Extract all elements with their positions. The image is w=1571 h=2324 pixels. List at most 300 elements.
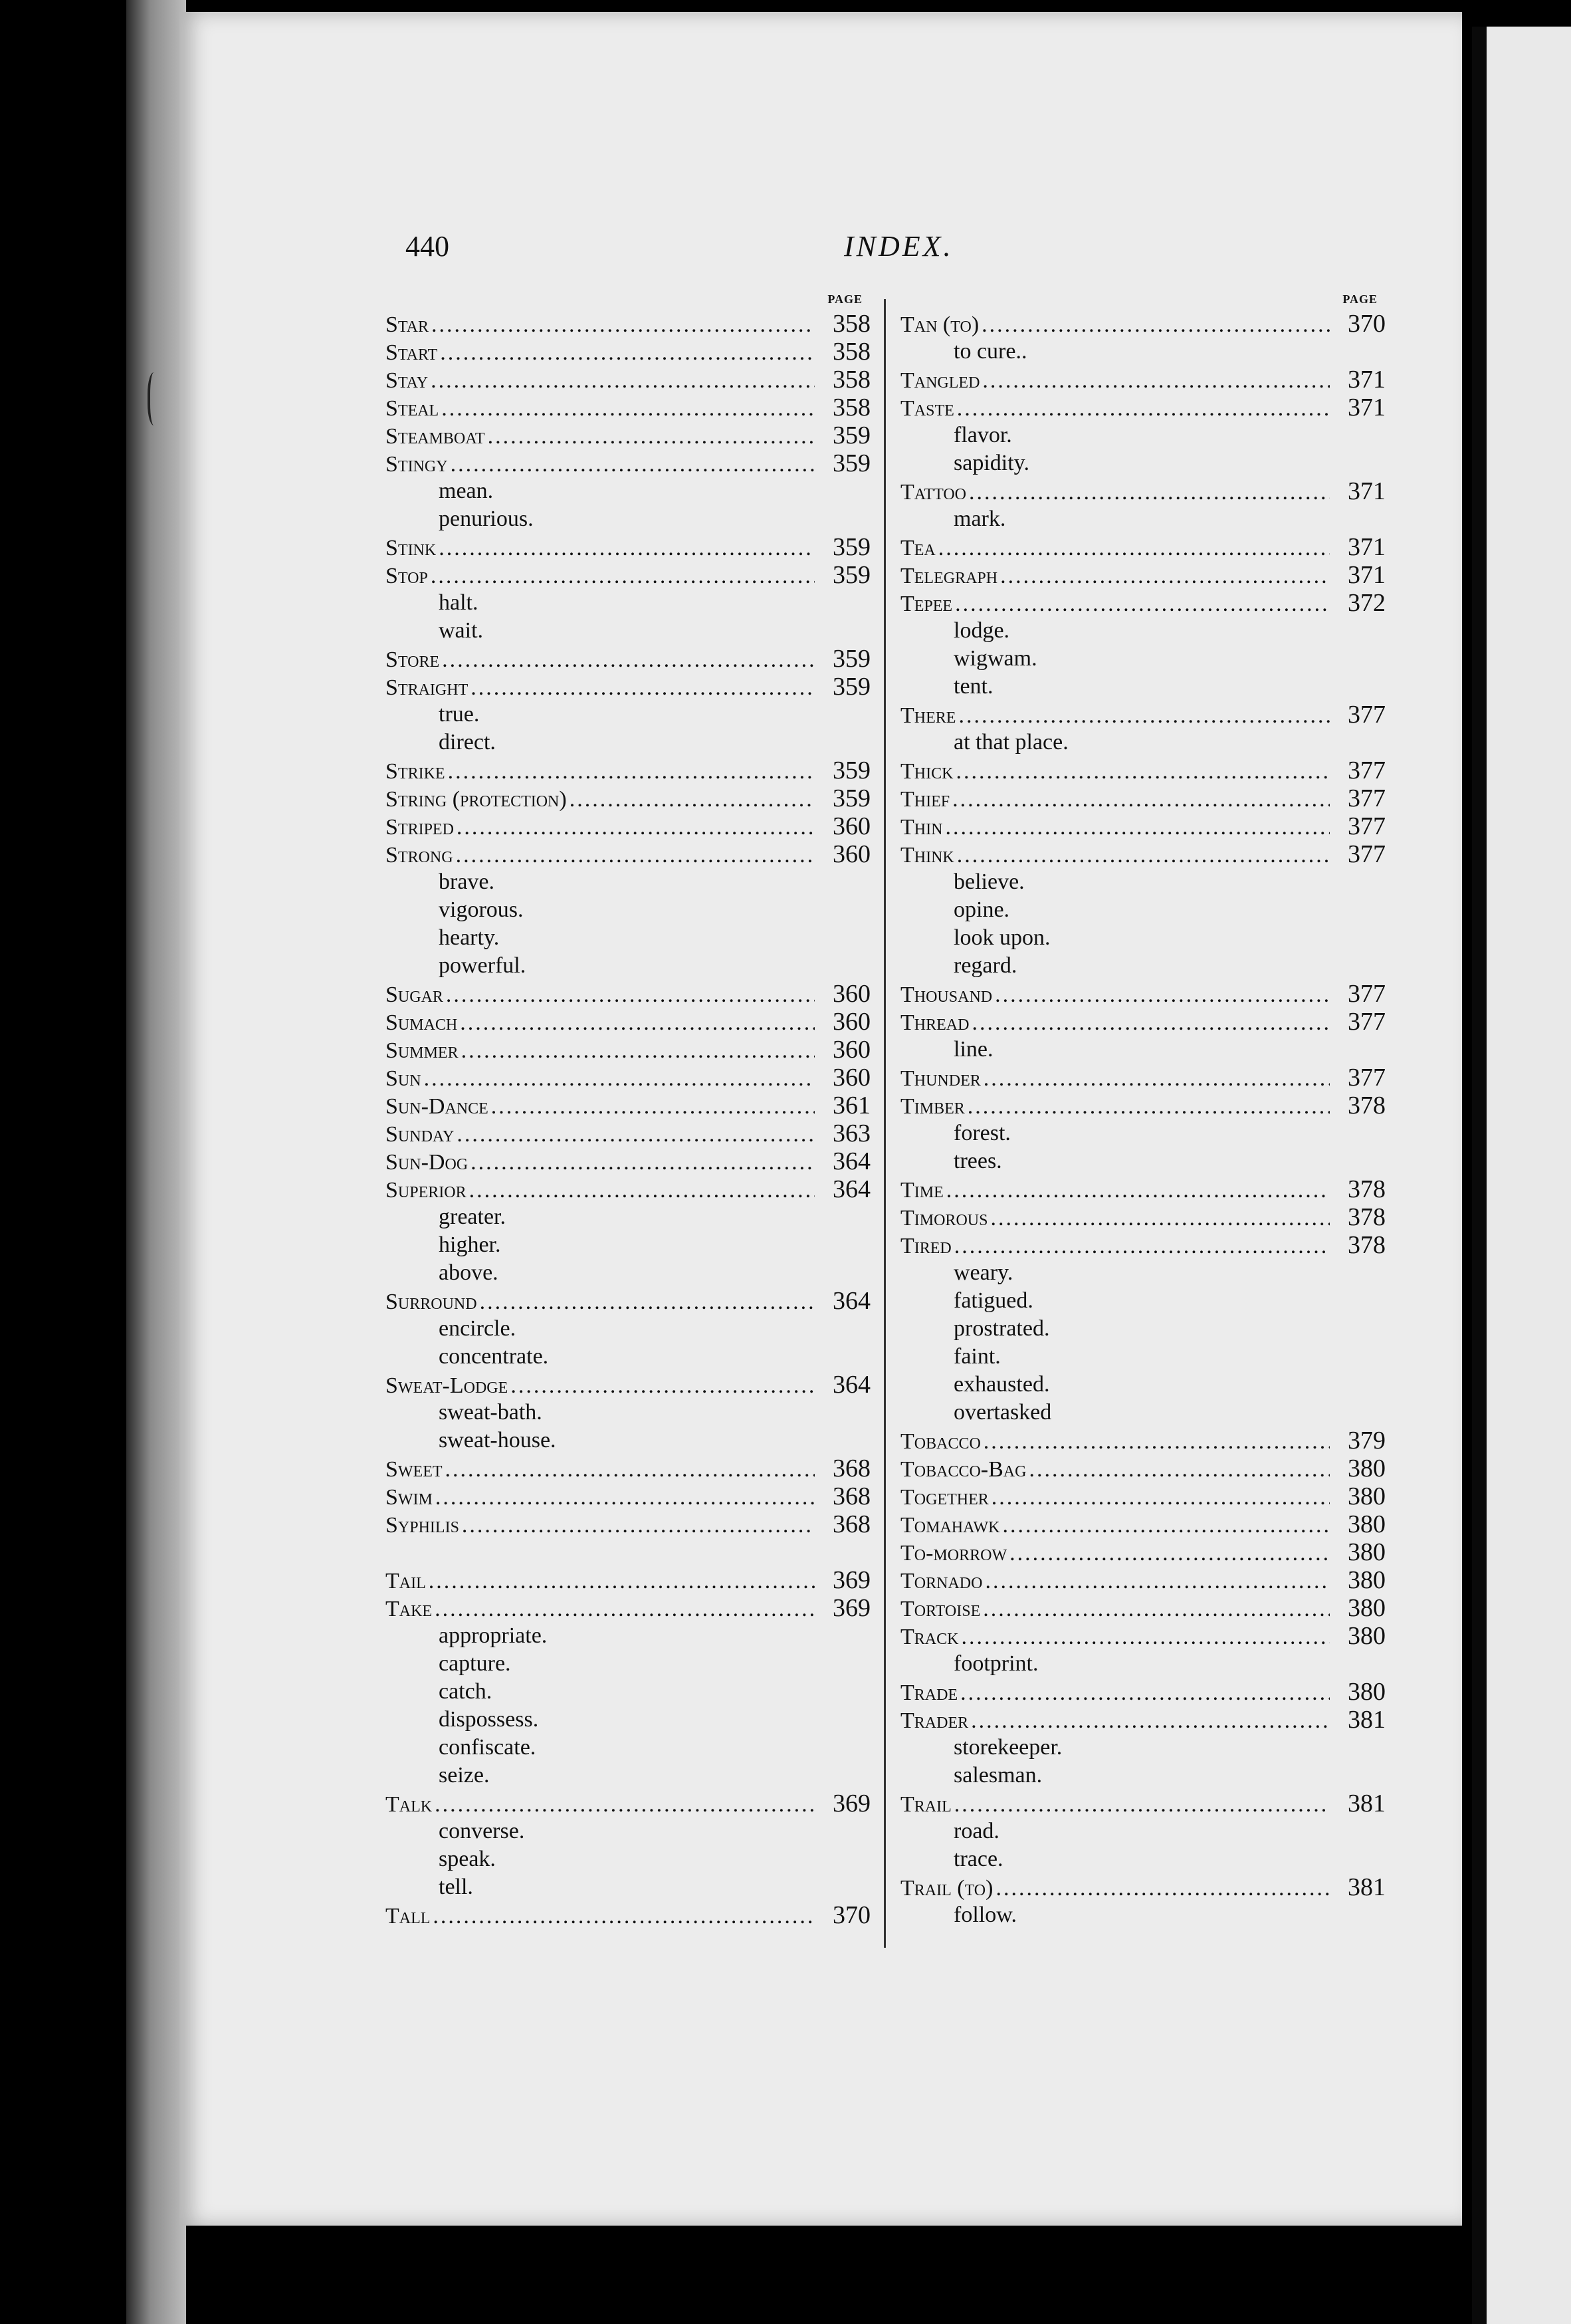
index-term: Trail (900, 1792, 952, 1817)
index-entry (900, 1706, 1386, 1734)
index-entry (900, 533, 1386, 561)
index-term: Tall (385, 1904, 431, 1928)
index-subentry: tell. (439, 1875, 473, 1899)
index-entry (385, 394, 871, 421)
dot-leader (570, 786, 815, 814)
page-number: 440 (405, 230, 449, 263)
index-entry (900, 701, 1386, 729)
index-term: Thick (900, 759, 954, 784)
index-term: Tortoise (900, 1597, 981, 1621)
index-term: Superior (385, 1178, 467, 1203)
index-page-ref: 371 (1348, 533, 1386, 561)
index-entry (900, 1538, 1386, 1566)
dot-leader (938, 534, 1330, 562)
index-entry (900, 310, 1386, 338)
index-entry (900, 1873, 1386, 1901)
index-entry (385, 1008, 871, 1036)
index-term: Tea (900, 536, 936, 560)
index-subentry: prostrated. (954, 1316, 1050, 1341)
index-subentry: above. (439, 1260, 498, 1285)
dot-leader (945, 814, 1330, 842)
index-term: Straight (385, 675, 469, 700)
dot-leader (958, 702, 1330, 730)
index-page-ref: 380 (1348, 1454, 1386, 1482)
index-entry (385, 1594, 871, 1622)
dot-leader (968, 1093, 1330, 1121)
index-page-ref: 364 (833, 1175, 871, 1203)
index-page-ref: 378 (1348, 1231, 1386, 1259)
index-term: Timber (900, 1094, 965, 1119)
index-column-left (385, 292, 871, 1929)
index-entry (385, 980, 871, 1008)
index-subentry: capture. (439, 1651, 511, 1676)
index-subentry: sweat-bath. (439, 1400, 542, 1425)
index-entry (900, 784, 1386, 812)
index-column-right (900, 292, 1386, 1929)
index-entry (385, 338, 871, 366)
index-subentry: tent. (954, 674, 994, 699)
index-entry (385, 840, 871, 868)
dot-leader (439, 534, 815, 562)
index-subentry: powerful. (439, 953, 526, 978)
index-page-ref: 359 (833, 533, 871, 561)
index-subentry: true. (439, 702, 480, 727)
index-page-ref: 377 (1348, 812, 1386, 840)
dot-leader (469, 1177, 815, 1205)
index-page-ref: 371 (1348, 366, 1386, 394)
index-page-ref: 380 (1348, 1482, 1386, 1510)
dot-leader (995, 1875, 1330, 1903)
index-entry (900, 561, 1386, 589)
index-page-ref: 381 (1348, 1873, 1386, 1901)
index-term: Sunday (385, 1122, 455, 1147)
index-term: Trader (900, 1708, 969, 1733)
index-page-ref: 363 (833, 1119, 871, 1147)
index-entry (385, 1092, 871, 1119)
index-term: Tepee (900, 592, 953, 616)
index-entry (900, 477, 1386, 505)
index-page-ref: 377 (1348, 756, 1386, 784)
index-page-ref: 380 (1348, 1510, 1386, 1538)
index-entry (385, 784, 871, 812)
index-term: Sun-Dog (385, 1150, 469, 1175)
index-subentry: look upon. (954, 925, 1051, 950)
index-entry (385, 533, 871, 561)
index-entry (900, 394, 1386, 421)
index-page-ref: 359 (833, 561, 871, 589)
index-page-ref: 371 (1348, 394, 1386, 421)
index-entry (900, 840, 1386, 868)
index-term: Trade (900, 1681, 958, 1705)
index-subentry: road. (954, 1819, 999, 1843)
index-entry (900, 1231, 1386, 1259)
index-subentry: forest. (954, 1121, 1011, 1145)
index-page-ref: 360 (833, 1036, 871, 1064)
index-entry (385, 1454, 871, 1482)
index-subentry: storekeeper. (954, 1735, 1063, 1760)
index-subentry: higher. (439, 1232, 501, 1257)
dot-leader (1003, 1512, 1330, 1540)
page-header (405, 229, 1389, 276)
dot-leader (985, 1568, 1330, 1595)
index-entry (900, 1064, 1386, 1092)
index-entry (900, 1008, 1386, 1036)
dot-leader (471, 1149, 815, 1177)
index-term: Thin (900, 815, 943, 840)
index-subentry: mean. (439, 479, 494, 503)
index-term: Taste (900, 396, 954, 421)
index-subentry: weary. (954, 1260, 1013, 1285)
index-term: Sumach (385, 1010, 458, 1035)
index-page-ref: 379 (1348, 1427, 1386, 1454)
page-column-label: PAGE (1342, 292, 1378, 306)
index-term: There (900, 703, 956, 728)
dot-leader (451, 451, 815, 479)
index-entry (900, 1454, 1386, 1482)
index-term: Store (385, 647, 440, 672)
index-entry (385, 366, 871, 394)
index-term: Start (385, 340, 438, 365)
index-term: Sun (385, 1066, 421, 1091)
dot-leader (983, 1595, 1330, 1623)
dot-leader (1009, 1540, 1330, 1568)
index-entry (900, 589, 1386, 617)
index-page-ref: 378 (1348, 1175, 1386, 1203)
running-title: INDEX. (844, 230, 954, 263)
dot-leader (431, 311, 815, 339)
margin-bracket-mark (148, 372, 163, 425)
dot-leader (433, 1903, 815, 1930)
index-page-ref: 358 (833, 394, 871, 421)
index-entry (385, 812, 871, 840)
index-term: Tired (900, 1234, 952, 1258)
index-page-ref: 360 (833, 980, 871, 1008)
index-entry (900, 1566, 1386, 1594)
index-term: Together (900, 1485, 989, 1510)
index-term: Thousand (900, 983, 993, 1007)
index-page-ref: 381 (1348, 1706, 1386, 1734)
index-term: Tobacco-Bag (900, 1457, 1027, 1482)
index-entry (900, 1594, 1386, 1622)
index-entry (900, 1203, 1386, 1231)
index-entry (900, 812, 1386, 840)
dot-leader (510, 1372, 815, 1400)
dot-leader (440, 339, 815, 367)
dot-leader (442, 646, 815, 674)
index-page-ref: 369 (833, 1566, 871, 1594)
index-subentry: mark. (954, 507, 1006, 531)
index-subentry: catch. (439, 1679, 492, 1704)
dot-leader (462, 1512, 815, 1540)
index-page-ref: 377 (1348, 784, 1386, 812)
index-term: Talk (385, 1792, 433, 1817)
dot-leader (457, 1121, 815, 1149)
dot-leader (488, 423, 815, 451)
index-term: Strong (385, 843, 453, 868)
index-term: Stay (385, 368, 429, 393)
dot-leader (971, 1707, 1330, 1735)
index-term: Tangled (900, 368, 980, 393)
dot-leader (984, 1428, 1330, 1456)
index-page-ref: 359 (833, 756, 871, 784)
index-entry (385, 1119, 871, 1147)
dot-leader (461, 1037, 815, 1065)
index-page-ref: 361 (833, 1092, 871, 1119)
index-page-ref: 380 (1348, 1594, 1386, 1622)
index-subentry: penurious. (439, 507, 534, 531)
index-term: Telegraph (900, 564, 998, 588)
index-subentry: confiscate. (439, 1735, 536, 1760)
index-subentry: exhausted. (954, 1372, 1050, 1397)
index-term: Syphilis (385, 1513, 459, 1538)
index-subentry: wigwam. (954, 646, 1037, 671)
index-page-ref: 370 (833, 1901, 871, 1929)
index-page-ref: 381 (1348, 1790, 1386, 1817)
index-page-ref: 364 (833, 1147, 871, 1175)
dot-leader (446, 981, 815, 1009)
index-entry (385, 449, 871, 477)
index-entry (385, 561, 871, 589)
index-entry (385, 1790, 871, 1817)
index-subentry: vigorous. (439, 897, 524, 922)
index-term: Sun-Dance (385, 1094, 488, 1119)
index-page-ref: 358 (833, 310, 871, 338)
index-page-ref: 378 (1348, 1092, 1386, 1119)
index-entry (900, 1482, 1386, 1510)
index-entry (385, 1482, 871, 1510)
dot-leader (435, 1484, 815, 1512)
index-term: To-morrow (900, 1541, 1007, 1566)
dot-leader (982, 367, 1330, 395)
index-term: Tornado (900, 1569, 983, 1593)
index-entry (900, 1427, 1386, 1454)
dot-leader (969, 479, 1330, 507)
index-page-ref: 377 (1348, 840, 1386, 868)
dot-leader (995, 981, 1330, 1009)
dot-leader (431, 367, 815, 395)
section-gap (385, 1538, 871, 1566)
index-subentry: at that place. (954, 730, 1069, 755)
dot-leader (972, 1009, 1330, 1037)
index-page-ref: 360 (833, 1008, 871, 1036)
index-term: Tan (to) (900, 312, 980, 337)
index-term: Thread (900, 1010, 970, 1035)
dot-leader (956, 758, 1330, 786)
index-subentry: faint. (954, 1344, 1001, 1369)
index-term: String (protection) (385, 787, 567, 812)
index-term: Sweet (385, 1457, 443, 1482)
index-term: Tomahawk (900, 1513, 1000, 1538)
dot-leader (1000, 562, 1330, 590)
index-subentry: greater. (439, 1205, 506, 1229)
index-subentry: footprint. (954, 1651, 1039, 1676)
index-subentry: encircle. (439, 1316, 516, 1341)
index-subentry: halt. (439, 590, 478, 615)
index-subentry: trees. (954, 1149, 1002, 1173)
index-subentry: to cure.. (954, 339, 1027, 364)
index-subentry: sapidity. (954, 451, 1029, 475)
index-page-ref: 359 (833, 449, 871, 477)
index-subentry: appropriate. (439, 1623, 548, 1648)
index-term: Summer (385, 1038, 459, 1063)
index-page-ref: 359 (833, 673, 871, 701)
index-entry (385, 1566, 871, 1594)
index-page-ref: 380 (1348, 1566, 1386, 1594)
index-entry (900, 1510, 1386, 1538)
index-entry (385, 310, 871, 338)
index-subentry: line. (954, 1037, 994, 1062)
index-page-ref: 372 (1348, 589, 1386, 617)
index-page-ref: 364 (833, 1287, 871, 1315)
facing-page-edge (1472, 27, 1571, 2324)
dot-leader (982, 311, 1330, 339)
dot-leader (435, 1791, 815, 1819)
index-term: Stink (385, 536, 437, 560)
index-page-ref: 378 (1348, 1203, 1386, 1231)
dot-leader (429, 1568, 815, 1595)
index-subentry: hearty. (439, 925, 500, 950)
dot-leader (957, 395, 1330, 423)
index-term: Take (385, 1597, 433, 1621)
column-divider (884, 299, 886, 1948)
index-term: Stingy (385, 452, 448, 477)
index-entry (385, 1147, 871, 1175)
index-term: Track (900, 1625, 959, 1649)
index-term: Time (900, 1178, 944, 1203)
index-subentry: salesman. (954, 1763, 1043, 1788)
dot-leader (435, 1595, 815, 1623)
index-entry (385, 1287, 871, 1315)
index-entry (385, 645, 871, 673)
index-entry (385, 1510, 871, 1538)
dot-leader (445, 1456, 815, 1484)
index-term: Tobacco (900, 1429, 981, 1454)
dot-leader (448, 758, 815, 786)
index-term: Strike (385, 759, 445, 784)
index-subentry: fatigued. (954, 1288, 1033, 1313)
dot-leader (954, 1232, 1330, 1260)
index-page-ref: 377 (1348, 1008, 1386, 1036)
index-subentry: dispossess. (439, 1707, 539, 1732)
index-page-ref: 359 (833, 645, 871, 673)
index-page-ref: 364 (833, 1371, 871, 1399)
dot-leader (992, 1484, 1330, 1512)
index-page-ref: 368 (833, 1454, 871, 1482)
index-subentry: regard. (954, 953, 1017, 978)
index-entry (900, 1678, 1386, 1706)
index-entry (900, 1092, 1386, 1119)
index-page-ref: 358 (833, 338, 871, 366)
index-entry (385, 1371, 871, 1399)
index-entry (385, 673, 871, 701)
index-page-ref: 380 (1348, 1622, 1386, 1650)
index-subentry: wait. (439, 618, 484, 643)
index-term: Trail (to) (900, 1876, 994, 1901)
index-term: Stop (385, 564, 428, 588)
index-term: Think (900, 843, 954, 868)
dot-leader (984, 1065, 1330, 1093)
index-subentry: follow. (954, 1903, 1017, 1927)
index-subentry: flavor. (954, 423, 1012, 447)
index-subentry: concentrate. (439, 1344, 549, 1369)
index-page-ref: 369 (833, 1790, 871, 1817)
index-page-ref: 360 (833, 812, 871, 840)
dot-leader (955, 590, 1330, 618)
dot-leader (1029, 1456, 1330, 1484)
index-term: Tail (385, 1569, 426, 1593)
book-spine (126, 0, 186, 2324)
dot-leader (460, 1009, 815, 1037)
index-page-ref: 380 (1348, 1538, 1386, 1566)
index-entry (385, 1175, 871, 1203)
index-entry (900, 1175, 1386, 1203)
index-page-ref: 359 (833, 421, 871, 449)
index-subentry: direct. (439, 730, 496, 755)
index-page-ref: 360 (833, 1064, 871, 1092)
index-page-ref: 377 (1348, 701, 1386, 729)
index-subentry: brave. (439, 870, 495, 894)
index-term: Striped (385, 815, 454, 840)
index-entry (385, 1064, 871, 1092)
dot-leader (961, 1623, 1330, 1651)
dot-leader (952, 786, 1330, 814)
dot-leader (480, 1288, 815, 1316)
index-subentry: speak. (439, 1847, 496, 1871)
index-page-ref: 371 (1348, 561, 1386, 589)
index-term: Swim (385, 1485, 433, 1510)
index-entry (385, 1901, 871, 1929)
index-page-ref: 377 (1348, 1064, 1386, 1092)
index-page-ref: 358 (833, 366, 871, 394)
index-page-ref: 370 (1348, 310, 1386, 338)
index-term: Thunder (900, 1066, 981, 1091)
index-term: Timorous (900, 1206, 988, 1230)
dot-leader (441, 395, 815, 423)
index-term: Tattoo (900, 480, 966, 505)
index-entry (385, 421, 871, 449)
index-subentry: opine. (954, 897, 1010, 922)
page-column-label: PAGE (827, 292, 863, 306)
index-page-ref: 359 (833, 784, 871, 812)
index-term: Star (385, 312, 429, 337)
index-page-ref: 368 (833, 1510, 871, 1538)
index-subentry: trace. (954, 1847, 1003, 1871)
dot-leader (957, 842, 1330, 870)
index-term: Surround (385, 1290, 477, 1314)
index-entry (900, 980, 1386, 1008)
index-term: Sugar (385, 983, 443, 1007)
index-entry (900, 756, 1386, 784)
index-subentry: seize. (439, 1763, 490, 1788)
dot-leader (946, 1177, 1330, 1205)
dot-leader (471, 674, 815, 702)
dot-leader (960, 1679, 1330, 1707)
index-subentry: converse. (439, 1819, 525, 1843)
index-entry (900, 366, 1386, 394)
index-page-ref: 380 (1348, 1678, 1386, 1706)
index-entry (385, 1036, 871, 1064)
dot-leader (424, 1065, 815, 1093)
index-page-ref: 377 (1348, 980, 1386, 1008)
index-subentry: sweat-house. (439, 1428, 556, 1452)
dot-leader (954, 1791, 1330, 1819)
index-entry (900, 1622, 1386, 1650)
index-entry (900, 1790, 1386, 1817)
index-subentry: lodge. (954, 618, 1010, 643)
index-entry (385, 756, 871, 784)
index-term: Steal (385, 396, 439, 421)
dot-leader (456, 842, 815, 870)
